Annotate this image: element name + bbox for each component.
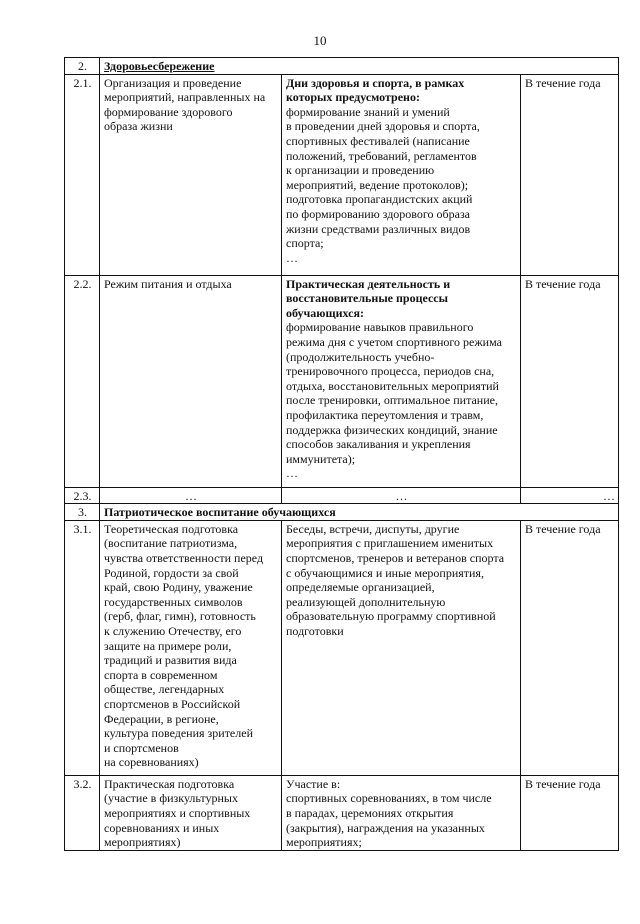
section-row-3	[65, 504, 619, 521]
section-title: Здоровьесбережение	[100, 58, 619, 75]
activity-period: В течение года	[521, 775, 619, 850]
row-number: 3.	[65, 504, 100, 521]
activity-table	[64, 57, 619, 851]
activity-period: …	[521, 487, 619, 504]
row-number: 2.	[65, 58, 100, 75]
activity-content: Практическая деятельность и восстановительные процессы обучающихся: формирование навыков правильного режима дня с учетом спортивного режима (продолжительность учебно- тренировочного процесса, периодов сна, отдыха, восстановительных мероприятий после тренировки, оптимальное питание, профилактика переутомления и травм, поддержка физических кондиций, знание способов закаливания и укрепления иммунитета); …	[282, 275, 521, 487]
activity-name: Режим питания и отдыха	[100, 275, 282, 487]
activity-period: В течение года	[521, 275, 619, 487]
table-row-2-2	[65, 275, 619, 487]
activity-content: Участие в: спортивных соревнованиях, в том числе в парадах, церемониях открытия (закрытия), награждения на указанных мероприятиях;	[282, 775, 521, 850]
table-row-3-2	[65, 775, 619, 850]
activity-period: В течение года	[521, 74, 619, 275]
row-number: 2.3.	[65, 487, 100, 504]
section-row-2	[65, 58, 619, 75]
table-row-2-1	[65, 74, 619, 275]
activity-name: Теоретическая подготовка (воспитание патриотизма, чувства ответственности перед Родиной, гордости за свой край, свою Родину, уважение государственных символов (герб, флаг, гимн), готовность к служению Отечеству, его защите на примере роли, традиций и развития вида спорта в современном обществе, легендарных спортсменов в Российской Федерации, в регионе, культура поведения зрителей и спортсменов на соревнованиях)	[100, 520, 282, 775]
activity-period: В течение года	[521, 520, 619, 775]
row-number: 2.1.	[65, 74, 100, 275]
activity-name: Практическая подготовка (участие в физкультурных мероприятиях и спортивных соревнованиях и иных мероприятиях)	[100, 775, 282, 850]
section-title: Патриотическое воспитание обучающихся	[100, 504, 619, 521]
row-number: 3.2.	[65, 775, 100, 850]
activity-content: Беседы, встречи, диспуты, другие мероприятия с приглашением именитых спортсменов, тренеров и ветеранов спорта с обучающимися и иные мероприятия, определяемые организацией, реализующей дополнительную образовательную программу спортивной подготовки	[282, 520, 521, 775]
row-number: 2.2.	[65, 275, 100, 487]
activity-content: Дни здоровья и спорта, в рамках которых предусмотрено: формирование знаний и умений в проведении дней здоровья и спорта, спортивных фестивалей (написание положений, требований, регламентов к организации и проведению мероприятий, ведение протоколов); подготовка пропагандистских акций по формированию здорового образа жизни средствами различных видов спорта; …	[282, 74, 521, 275]
table-row-2-3	[65, 487, 619, 504]
page-number: 10	[313, 33, 327, 48]
activity-content: …	[282, 487, 521, 504]
table-row-3-1	[65, 520, 619, 775]
activity-name: …	[100, 487, 282, 504]
activity-name: Организация и проведение мероприятий, направленных на формирование здорового образа жизни	[100, 74, 282, 275]
row-number: 3.1.	[65, 520, 100, 775]
